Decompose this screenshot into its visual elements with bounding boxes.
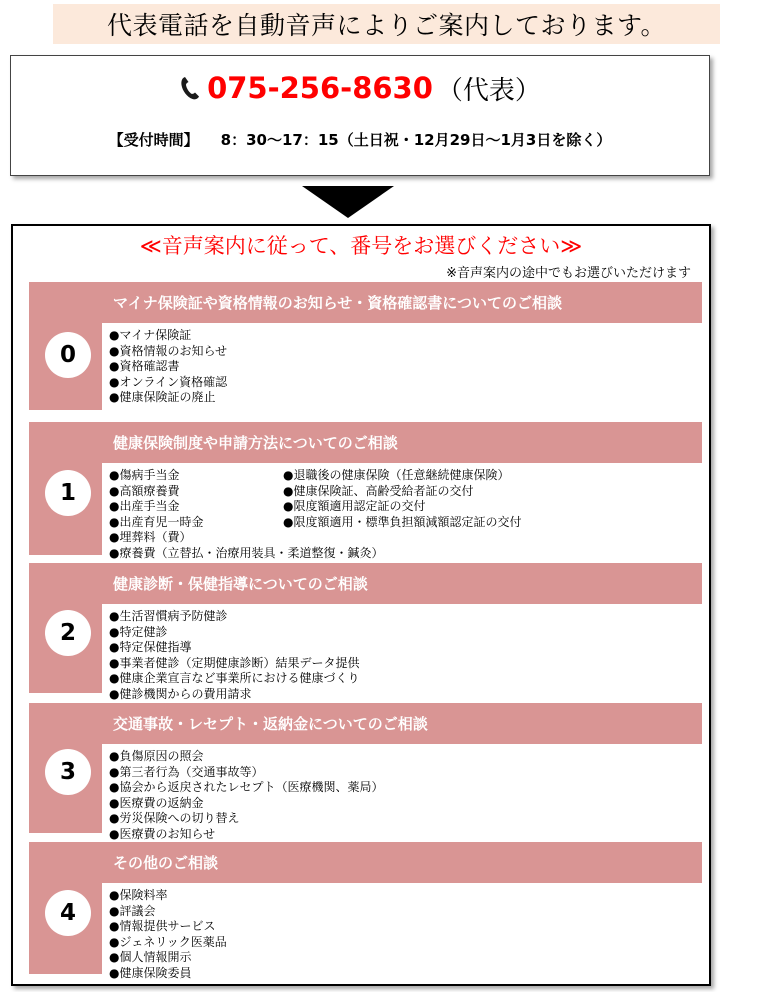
menu-title: ≪音声案内に従って、番号をお選びください≫ xyxy=(139,234,583,258)
list-item: ●健康保険証、高齢受給者証の交付 xyxy=(283,483,474,498)
section-number-circle: 0 xyxy=(45,332,91,378)
list-item: ●第三者行為（交通事故等） xyxy=(109,764,264,779)
menu-section-4 xyxy=(29,842,702,980)
section-number-circle: 4 xyxy=(45,890,91,936)
list-item: ●資格確認書 xyxy=(109,359,180,374)
phone-box xyxy=(10,55,710,176)
list-item: ●出産育児一時金 xyxy=(109,514,204,529)
section-title: マイナ保険証や資格情報のお知らせ・資格確認書についてのご相談 xyxy=(102,282,702,323)
reception-hours xyxy=(11,126,709,152)
list-item: ●事業者健診（定期健康診断）結果データ提供 xyxy=(109,655,360,670)
list-item: ●傷病手当金 xyxy=(109,468,180,482)
list-item: ●健康保険委員 xyxy=(109,965,192,980)
phone-suffix: （代表） xyxy=(436,75,541,106)
banner-text: 代表電話を自動音声によりご案内しております。 xyxy=(106,11,666,40)
list-item: ●資格情報のお知らせ xyxy=(109,343,228,358)
phone-number[interactable]: 075-256-8630 xyxy=(207,71,433,105)
voice-menu-box xyxy=(11,224,711,986)
hours-label: 【受付時間】 xyxy=(108,130,199,149)
section-title: 健康診断・保健指導についてのご相談 xyxy=(102,563,702,604)
hours-text: 8：30～17：15（土日祝・12月29日～1月3日を除く） xyxy=(220,130,612,149)
section-items xyxy=(109,749,383,843)
list-item: ●労災保険への切り替え xyxy=(109,811,240,826)
list-item: ●オンライン資格確認 xyxy=(109,374,228,389)
list-item: ●特定保健指導 xyxy=(109,640,192,655)
section-items xyxy=(109,468,521,562)
section-title: 健康保険制度や申請方法についてのご相談 xyxy=(102,422,702,463)
list-item: ●負傷原因の照会 xyxy=(109,749,204,763)
list-item: ●出産手当金 xyxy=(109,499,180,514)
section-number-circle: 2 xyxy=(45,610,91,656)
list-item: ●協会から返戻されたレセプト（医療機関、薬局） xyxy=(109,780,384,795)
list-item: ●健診機関からの費用請求 xyxy=(109,686,252,701)
list-item: ●ジェネリック医薬品 xyxy=(109,934,227,949)
section-title: 交通事故・レセプト・返納金についてのご相談 xyxy=(102,703,702,744)
banner xyxy=(53,4,720,44)
list-item: ●限度額適用認定証の交付 xyxy=(283,499,426,514)
list-item: ●評議会 xyxy=(109,903,156,918)
list-item: ●保険料率 xyxy=(109,888,168,902)
list-item: ●高額療養費 xyxy=(109,483,180,498)
menu-section-1 xyxy=(29,422,702,560)
list-item: ●生活習慣病予防健診 xyxy=(109,609,228,623)
list-item: ●埋葬料（費） xyxy=(109,530,192,545)
list-item: ●退職後の健康保険（任意継続健康保険） xyxy=(283,468,510,482)
section-title: その他のご相談 xyxy=(102,842,702,883)
phone-icon xyxy=(179,76,201,100)
section-number-circle: 3 xyxy=(45,749,91,795)
list-item: ●医療費の返納金 xyxy=(109,795,204,810)
list-item: ●健康企業宣言など事業所における健康づくり xyxy=(109,671,360,686)
menu-section-3 xyxy=(29,703,702,841)
menu-section-2 xyxy=(29,563,702,701)
section-items xyxy=(109,609,359,703)
down-arrow-icon xyxy=(302,186,394,218)
section-number-circle: 1 xyxy=(45,470,91,516)
list-item: ●情報提供サービス xyxy=(109,919,216,934)
list-item: ●健康保険証の廃止 xyxy=(109,390,216,405)
section-items xyxy=(109,888,227,982)
list-item: ●個人情報開示 xyxy=(109,950,192,965)
list-item: ●医療費のお知らせ xyxy=(109,826,216,841)
menu-section-0 xyxy=(29,282,702,410)
phone-line xyxy=(11,68,709,108)
list-item: ●特定健診 xyxy=(109,624,168,639)
list-item: ●マイナ保険証 xyxy=(109,328,192,342)
list-item: ●療養費（立替払・治療用装具・柔道整復・鍼灸） xyxy=(109,545,384,560)
list-item: ●限度額適用・標準負担額減額認定証の交付 xyxy=(283,514,522,529)
menu-note: ※音声案内の途中でもお選びいただけます xyxy=(446,266,691,281)
section-items xyxy=(109,328,227,406)
